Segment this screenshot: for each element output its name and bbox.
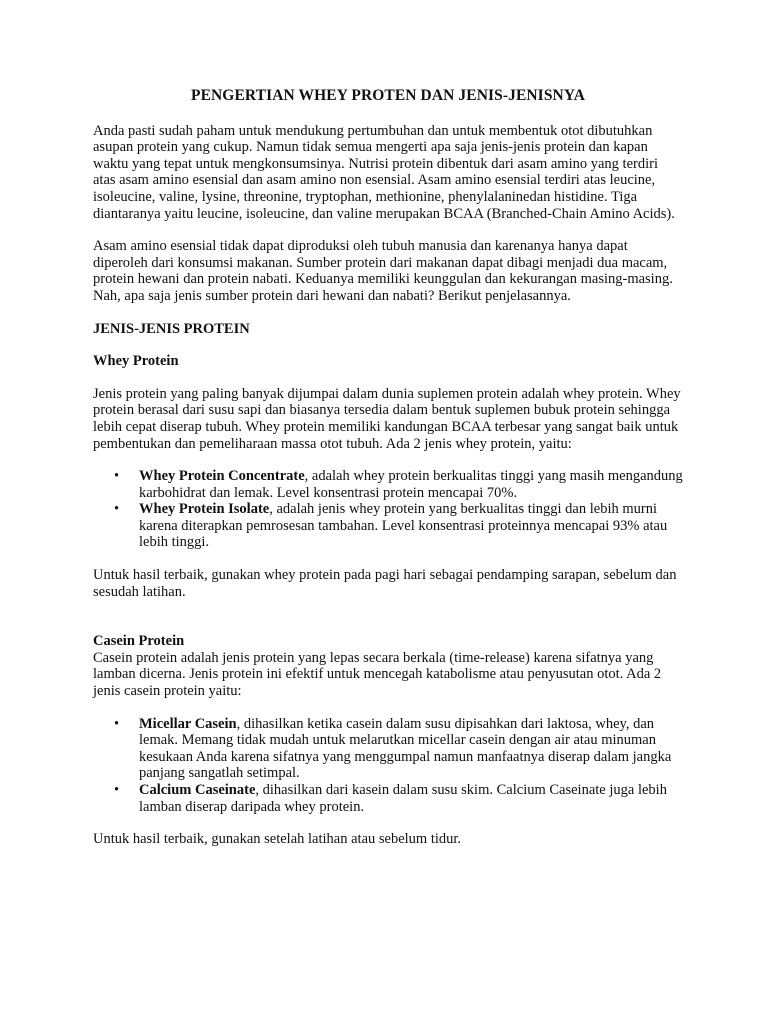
intro-paragraph-1: Anda pasti sudah paham untuk mendukung pertumbuhan dan untuk membentuk otot dibutuhkan asupan protein yang cukup. Namun tidak semua mengerti apa saja jenis-jenis protein dan kapan waktu yang tepat untuk mengkonsumsinya. Nutrisi protein dibentuk dari asam amino yang terdiri atas asam amino esensial dan asam amino non esensial. Asam amino esensial terdiri atas leucine, isoleucine, valine, lysine, threonine, tryptophan, methionine, phenylalaninedan histidine. Tiga diantaranya yaitu leucine, isoleucine, dan valine merupakan BCAA (Branched-Chain Amino Acids). <box>93 122 675 222</box>
list-item-text: , dihasilkan ketika casein dalam susu dipisahkan dari laktosa, whey, dan lemak. Memang tidak mudah untuk melarutkan micellar casein dengan air atau minuman kesukaan Anda karena sifatnya yang menggumpal namun manfaatnya diserap dalam jangka panjang sangatlah setimpal. <box>139 715 672 782</box>
list-item <box>93 716 683 782</box>
document-page <box>93 88 683 864</box>
list-item <box>93 468 683 501</box>
list-item-text: , adalah jenis whey protein yang berkualitas tinggi dan lebih murni karena diterapkan pemrosesan tambahan. Level konsentrasi proteinnya mencapai 93% atau lebih tinggi. <box>139 501 668 551</box>
whey-protein-paragraph: Jenis protein yang paling banyak dijumpai dalam dunia suplemen protein adalah whey protein. Whey protein berasal dari susu sapi dan biasanya tersedia dalam bentuk suplemen bubuk protein sehingga lebih cepat diserap tubuh. Whey protein memiliki kandungan BCAA terbesar yang sangat baik untuk pembentukan dan pemeliharaan massa otot tubuh. Ada 2 jenis whey protein, yaitu: <box>93 385 681 452</box>
list-item <box>93 782 683 815</box>
bullet-icon: • <box>114 501 120 518</box>
casein-protein-closing: Untuk hasil terbaik, gunakan setelah latihan atau sebelum tidur. <box>93 831 462 848</box>
list-item-term: Whey Protein Concentrate <box>139 468 305 485</box>
intro-paragraph-2: Asam amino esensial tidak dapat diproduksi oleh tubuh manusia dan karenanya hanya dapat diperoleh dari konsumsi makanan. Sumber protein dari makanan dapat dibagi menjadi dua macam, protein hewani dan protein nabati. Keduanya memiliki keunggulan dan kekurangan masing-masing. Nah, apa saja jenis sumber protein dari hewani dan nabati? Berikut penjelasannya. <box>93 238 673 304</box>
list-item-term: Calcium Caseinate <box>139 782 256 798</box>
bullet-icon: • <box>114 782 120 798</box>
section-heading-protein-types: JENIS-JENIS PROTEIN <box>93 320 250 337</box>
list-item-text: , adalah whey protein berkualitas tinggi yang masih mengandung karbohidrat dan lemak. Level konsentrasi protein mencapai 70%. <box>139 468 683 501</box>
list-item <box>93 501 683 551</box>
whey-protein-heading: Whey Protein <box>93 353 179 370</box>
document-title: PENGERTIAN WHEY PROTEN DAN JENIS-JENISNYA <box>191 87 585 104</box>
list-item-term: Micellar Casein <box>139 715 237 732</box>
whey-protein-list <box>93 468 683 551</box>
casein-protein-paragraph: Casein protein adalah jenis protein yang lepas secara berkala (time-release) karena sifatnya yang lamban dicerna. Jenis protein ini efektif untuk mencegah katabolisme atau penyusutan otot. Ada 2 jenis casein protein yaitu: <box>93 649 662 700</box>
bullet-icon: • <box>114 468 120 485</box>
whey-protein-closing: Untuk hasil terbaik, gunakan whey protein pada pagi hari sebagai pendamping sarapan, sebelum dan sesudah latihan. <box>93 567 677 600</box>
list-item-text: , dihasilkan dari kasein dalam susu skim. Calcium Caseinate juga lebih lamban diserap daripada whey protein. <box>139 782 667 815</box>
casein-protein-list <box>93 716 683 816</box>
casein-protein-heading: Casein Protein <box>93 633 185 650</box>
list-item-term: Whey Protein Isolate <box>139 501 270 518</box>
bullet-icon: • <box>114 715 120 732</box>
